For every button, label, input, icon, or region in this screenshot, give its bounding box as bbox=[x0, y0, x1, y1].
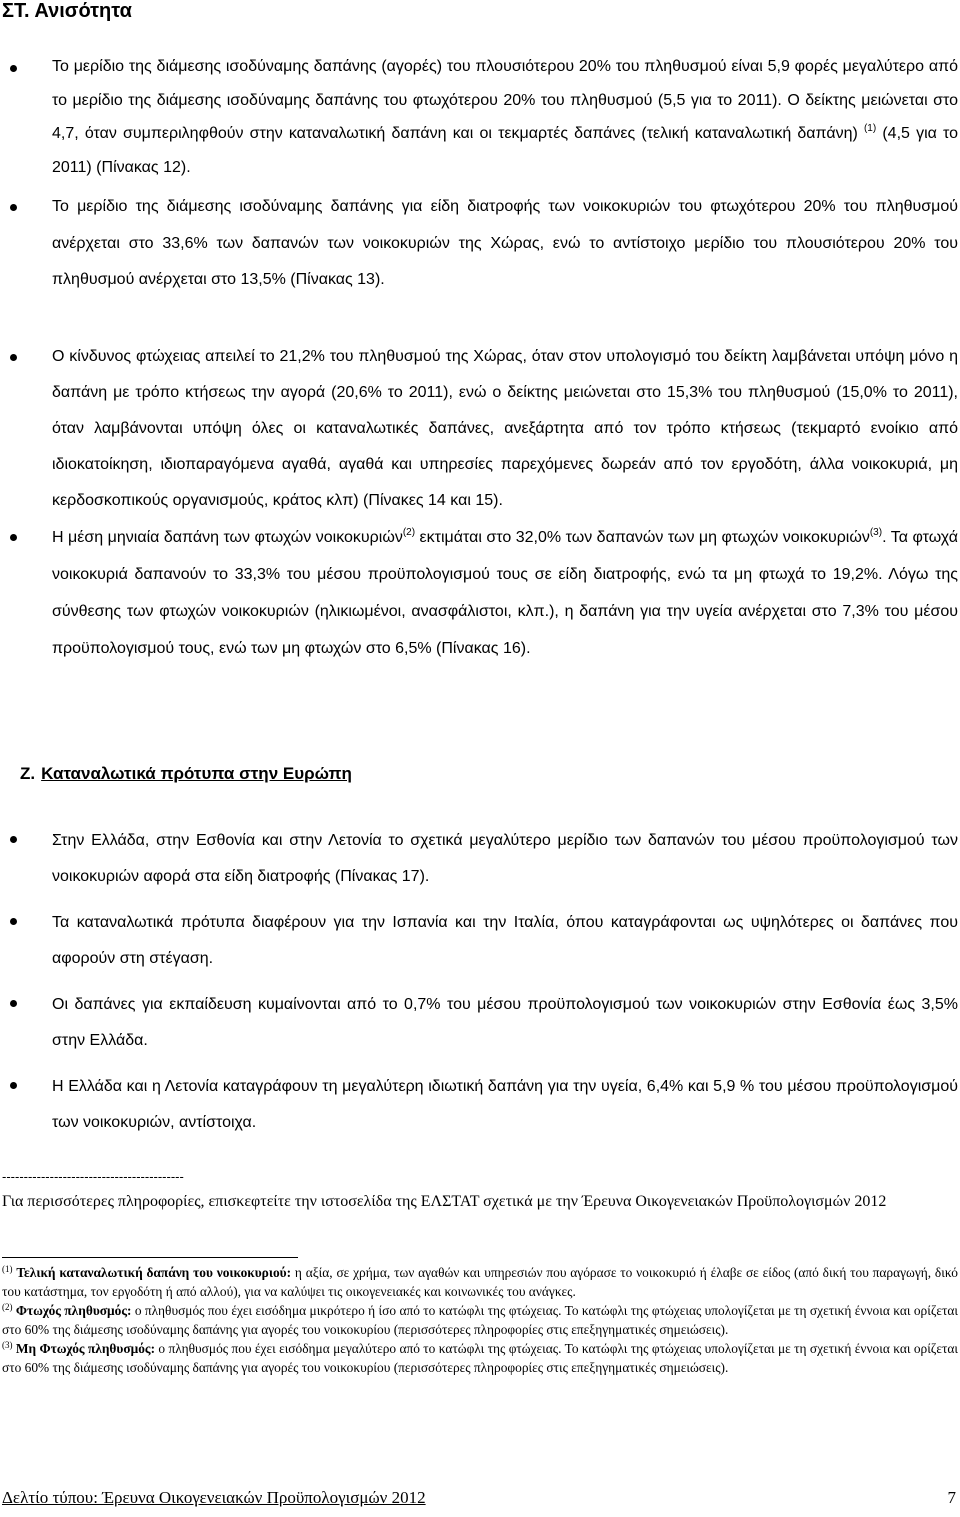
bullet-icon bbox=[10, 1000, 17, 1007]
footnotes bbox=[2, 1263, 958, 1377]
footnote-text: η αξία, σε χρήμα, των αγαθών και υπηρεσιών που αγόρασε το νοικοκυριό ή έλαβε σε είδος (από δική του παραγωγή, δικό του κατάστημα, τον εργοδότη ή από αλλού), για να καλύψει τις οικογενειακές και κοινωνικές του ανάγκες. bbox=[2, 1265, 958, 1299]
footnote-mark: (2) bbox=[2, 1302, 13, 1312]
section-letter: Ζ. bbox=[20, 764, 36, 783]
inequality-bullet-list bbox=[0, 50, 960, 299]
bullet-icon bbox=[10, 836, 17, 843]
footnote-ref: (2) bbox=[402, 527, 416, 538]
list-item bbox=[0, 189, 960, 299]
paragraph-text: Οι δαπάνες για εκπαίδευση κυμαίνονται από το 0,7% του μέσου προϋπολογισμού των νοικοκυριών στην Εσθονία έως 3,5% στην Ελλάδα. bbox=[52, 996, 958, 1049]
list-item bbox=[0, 987, 960, 1059]
footnote-text: ο πληθυσμός που έχει εισόδημα μικρότερο ή ίσο από το κατώφλι της φτώχειας. Το κατώφλι της φτώχειας υπολογίζεται με τη σχετική έννοια και ορίζεται στο 60% της διάμεσης ισοδύναμης δαπάνης για αγορές του νοικοκυρίου (περισσότερες πληροφορίες στις επεξηγηματικές σημειώσεις). bbox=[2, 1303, 959, 1337]
section-heading-inequality: ΣΤ. Ανισότητα bbox=[2, 0, 132, 22]
footnote bbox=[2, 1263, 958, 1301]
footnote-term: Φτωχός πληθυσμός: bbox=[15, 1303, 132, 1318]
inequality-bullet-list-continued bbox=[0, 339, 960, 667]
footnote bbox=[2, 1301, 958, 1339]
paragraph-text: Η Ελλάδα και η Λετονία καταγράφουν τη μεγαλύτερη ιδιωτική δαπάνη για την υγεία, 6,4% και 5,9 % του μέσου προϋπολογισμού των νοικοκυριών, αντίστοιχα. bbox=[52, 1078, 958, 1131]
bullet-icon bbox=[10, 918, 17, 925]
list-item bbox=[0, 1069, 960, 1141]
paragraph-text: Τα καταναλωτικά πρότυπα διαφέρουν για την Ισπανία και την Ιταλία, όπου καταγράφονται ως υψηλότερες οι δαπάνες που αφορούν στη στέγαση. bbox=[52, 914, 958, 967]
footnote-mark: (1) bbox=[2, 1264, 13, 1274]
bullet-icon bbox=[10, 1082, 17, 1089]
list-item bbox=[0, 339, 960, 519]
section-title-text: Καταναλωτικά πρότυπα στην Ευρώπη bbox=[41, 764, 352, 783]
footnote-rule bbox=[2, 1257, 298, 1258]
page-number: 7 bbox=[947, 1488, 956, 1507]
list-item bbox=[0, 905, 960, 977]
paragraph-text: Στην Ελλάδα, στην Εσθονία και στην Λετονία το σχετικά μεγαλύτερο μερίδιο των δαπανών του μέσου προϋπολογισμού των νοικοκυριών αφορά στα είδη διατροφής (Πίνακας 17). bbox=[52, 832, 958, 885]
footnote-term: Μη Φτωχός πληθυσμός: bbox=[15, 1341, 156, 1356]
footer-separator: ------------------------------------------ bbox=[2, 1169, 184, 1184]
list-item bbox=[0, 50, 960, 184]
footnote bbox=[2, 1339, 958, 1377]
footnote-mark: (3) bbox=[2, 1340, 13, 1350]
europe-bullet-list bbox=[0, 823, 960, 1141]
paragraph-text: Η μέση μηνιαία δαπάνη των φτωχών νοικοκυριών$^{(2)}$ εκτιμάται στο 32,0% των δαπανών των μη φτωχών νοικοκυριών$^{(3)}$. Τα φτωχά νοικοκυριά δαπανούν το 33,3% του μέσου προϋπολογισμού τους σε είδη διατροφής, ενώ τα μη φτωχά το 19,2%. Λόγω της σύνθεσης των φτωχών νοικοκυριών (ηλικιωμένοι, ανασφάλιστοι, κλπ.), η δαπάνη για την υγεία ανέρχεται στο 7,3% του μέσου προϋπολογισμού τους, ενώ των μη φτωχών στο 6,5% (Πίνακας 16). bbox=[52, 527, 958, 657]
paragraph-text: Το μερίδιο της διάμεσης ισοδύναμης δαπάνης (αγορές) του πλουσιότερου 20% του πληθυσμού είναι 5,9 φορές μεγαλύτερο από το μερίδιο της διάμεσης ισοδύναμης δαπάνης του φτωχότερου 20% του πληθυσμού (5,5 για το 2011). Ο δείκτης μειώνεται στο 4,7, όταν συμπεριληφθούν στην καταναλωτική δαπάνη και οι τεκμαρτές δαπάνες (τελική καταναλωτική δαπάνη) $^{(1)}$ (4,5 για το 2011) (Πίνακας 12). bbox=[52, 58, 959, 176]
press-release-title: Δελτίο τύπου: Έρευνα Οικογενειακών Προϋπολογισμών 2012 bbox=[2, 1488, 426, 1507]
list-item bbox=[0, 823, 960, 895]
bullet-icon bbox=[10, 65, 17, 72]
paragraph-text: Ο κίνδυνος φτώχειας απειλεί το 21,2% του πληθυσμού της Χώρας, όταν στον υπολογισμό του δείκτη λαμβάνεται υπόψη μόνο η δαπάνη με τρόπο κτήσεως την αγορά (20,6% το 2011), ενώ ο δείκτης μειώνεται στο 15,3% του πληθυσμού (15,0% το 2011), όταν λαμβάνονται υπόψη όλες οι καταναλωτικές δαπάνες, ανεξάρτητα από τον τρόπο κτήσεως (τεκμαρτό ενοίκιο από ιδιοκατοίκηση, ιδιοπαραγόμενα αγαθά, αγαθά και υπηρεσίες παρεχόμενες δωρεάν από τον εργοδότη, άλλα νοικοκυριά, μη κερδοσκοπικούς οργανισμούς, κράτος κλπ) (Πίνακες 14 και 15). bbox=[52, 348, 958, 509]
footnote-text: ο πληθυσμός που έχει εισόδημα μεγαλύτερο από το κατώφλι της φτώχειας. Το κατώφλι της φτώχειας υπολογίζεται με τη σχετική έννοια και ορίζεται στο 60% της διάμεσης ισοδύναμης δαπάνης για αγορές του νοικοκυρίου (περισσότερες πληροφορίες στις επεξηγηματικές σημειώσεις). bbox=[2, 1341, 958, 1375]
footnote-term: Τελική καταναλωτική δαπάνη του νοικοκυριού: bbox=[16, 1265, 292, 1280]
bullet-icon bbox=[10, 204, 17, 211]
footnote-ref: (3) bbox=[869, 527, 883, 538]
section-heading-europe bbox=[20, 764, 352, 784]
bullet-icon bbox=[10, 534, 17, 541]
footnote-ref: (1) bbox=[863, 123, 877, 134]
bullet-icon bbox=[10, 354, 17, 361]
more-info-note: Για περισσότερες πληροφορίες, επισκεφτείτε την ιστοσελίδα της ΕΛΣΤΑΤ σχετικά με την Έρευνα Οικογενειακών Προϋπολογισμών 2012 bbox=[2, 1193, 887, 1210]
list-item bbox=[0, 519, 960, 667]
paragraph-text: Το μερίδιο της διάμεσης ισοδύναμης δαπάνης για είδη διατροφής των νοικοκυριών του φτωχότερου 20% του πληθυσμού ανέρχεται στο 33,6% των δαπανών των νοικοκυριών της Χώρας, ενώ το αντίστοιχο μερίδιο του πλουσιότερου 20% του πληθυσμού ανέρχεται στο 13,5% (Πίνακας 13). bbox=[52, 198, 958, 288]
page-footer bbox=[2, 1488, 958, 1508]
